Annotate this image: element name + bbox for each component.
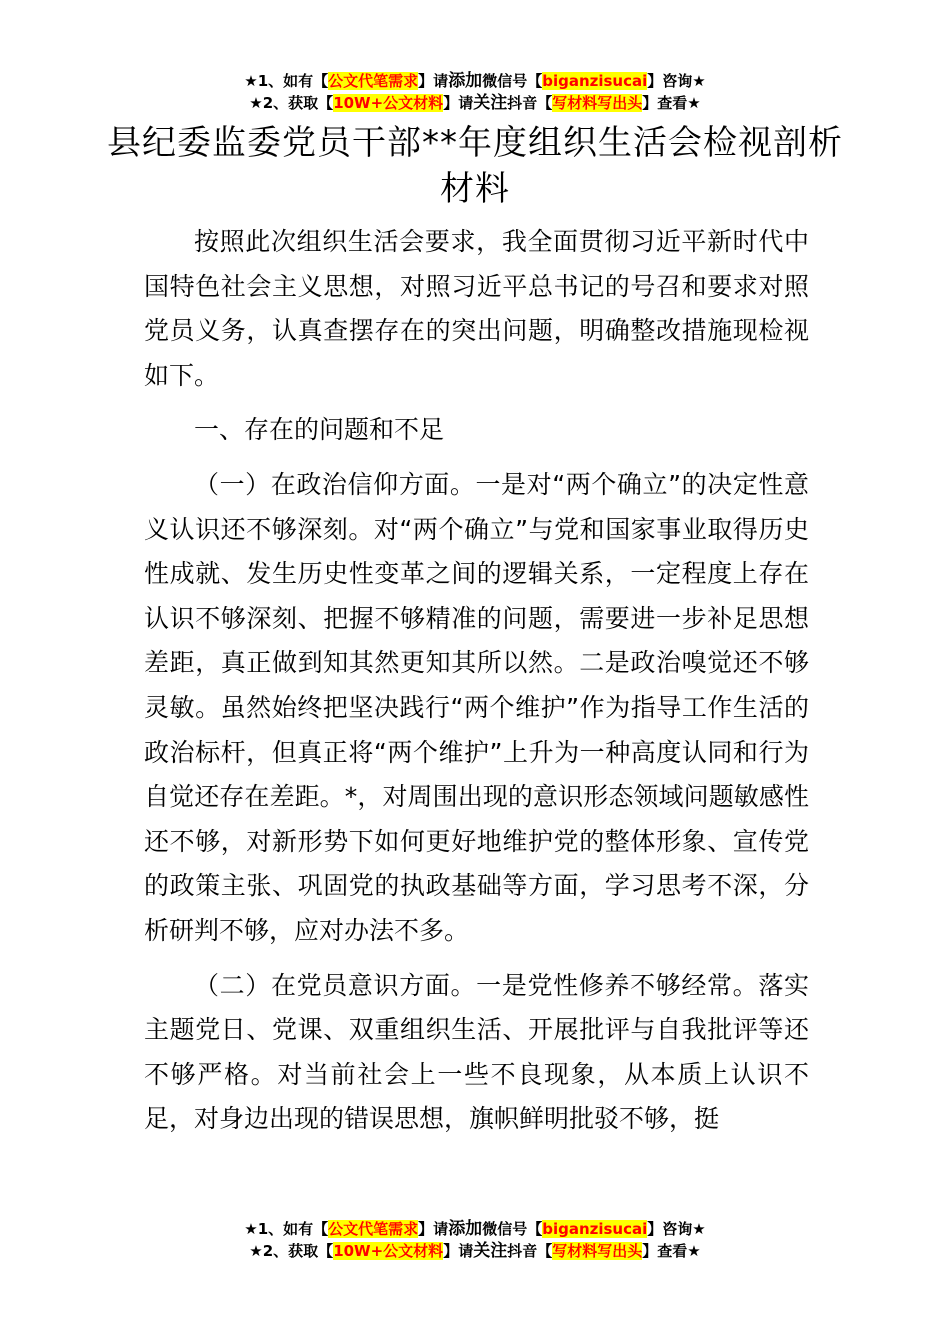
banner-text: 关注 (473, 1241, 508, 1261)
banner-text: 】查看★ (642, 1242, 701, 1260)
banner-highlight: 公文代笔需求 (328, 1220, 419, 1238)
banner-text: 】请 (443, 1242, 474, 1260)
banner-highlight: 10W+公文材料 (333, 94, 444, 112)
banner-text: 添加 (448, 1219, 483, 1239)
paragraph-party-awareness: （二）在党员意识方面。一是党性修养不够经常。落实主题党日、党课、双重组织生活、开展批评与自我批评等还不够严格。对当前社会上一些不良现象，从本质上认识不足，对身边出现的错误思想，旗帜鲜明批驳不够，挺 (144, 970, 809, 1134)
banner-line-2 (0, 92, 950, 114)
banner-highlight: biganzisucai (542, 72, 648, 90)
document-title: 县纪委监委党员干部**年度组织生活会检视剖析材料 (107, 123, 843, 209)
banner-text: 】查看★ (642, 94, 701, 112)
banner-text: 抖音【 (507, 94, 553, 112)
banner-text: ★2、获取【 (249, 1242, 334, 1260)
banner-line-2 (0, 1240, 950, 1262)
banner-highlight: 写材料写出头 (552, 94, 643, 112)
banner-line-1 (0, 1218, 950, 1240)
banner-text: ★1、如有【 (244, 72, 329, 90)
banner-text: ★1、如有【 (244, 1220, 329, 1238)
banner-highlight: 写材料写出头 (552, 1242, 643, 1260)
banner-highlight: 10W+公文材料 (333, 1242, 444, 1260)
banner-text: 关注 (473, 93, 508, 113)
banner-text: 添加 (448, 71, 483, 91)
banner-text: 】请 (443, 94, 474, 112)
banner-text: 抖音【 (507, 1242, 553, 1260)
top-banner (0, 70, 950, 114)
section-heading: 一、存在的问题和不足 (194, 415, 445, 445)
banner-highlight: 公文代笔需求 (328, 72, 419, 90)
document-body (144, 220, 809, 1142)
paragraph-political-belief: （一）在政治信仰方面。一是对“两个确立”的决定性意义认识还不够深刻。对“两个确立”与党和国家事业取得历史性成就、发生历史性变革之间的逻辑关系，一定程度上存在认识不够深刻、把握不够精准的问题，需要进一步补足思想差距，真正做到知其然更知其所以然。二是政治嗅觉还不够灵敏。虽然始终把坚决践行“两个维护”作为指导工作生活的政治标杆，但真正将“两个维护”上升为一种高度认同和行为自觉还存在差距。*，对周围出现的意识形态领域问题敏感性还不够，对新形势下如何更好地维护党的整体形象、宣传党的政策主张、巩固党的执政基础等方面，学习思考不深，分析研判不够，应对办法不多。 (144, 469, 809, 945)
banner-text: 】咨询★ (647, 72, 706, 90)
paragraph-intro: 按照此次组织生活会要求，我全面贯彻习近平新时代中国特色社会主义思想，对照习近平总书记的号召和要求对照党员义务，认真查摆存在的突出问题，明确整改措施现检视如下。 (144, 227, 809, 390)
banner-text: 】请 (418, 72, 449, 90)
banner-text: ★2、获取【 (249, 94, 334, 112)
bottom-banner (0, 1218, 950, 1262)
banner-highlight: biganzisucai (542, 1220, 648, 1238)
banner-line-1 (0, 70, 950, 92)
banner-text: 】咨询★ (647, 1220, 706, 1238)
banner-text: 微信号【 (482, 1220, 543, 1238)
banner-text: 微信号【 (482, 72, 543, 90)
banner-text: 】请 (418, 1220, 449, 1238)
